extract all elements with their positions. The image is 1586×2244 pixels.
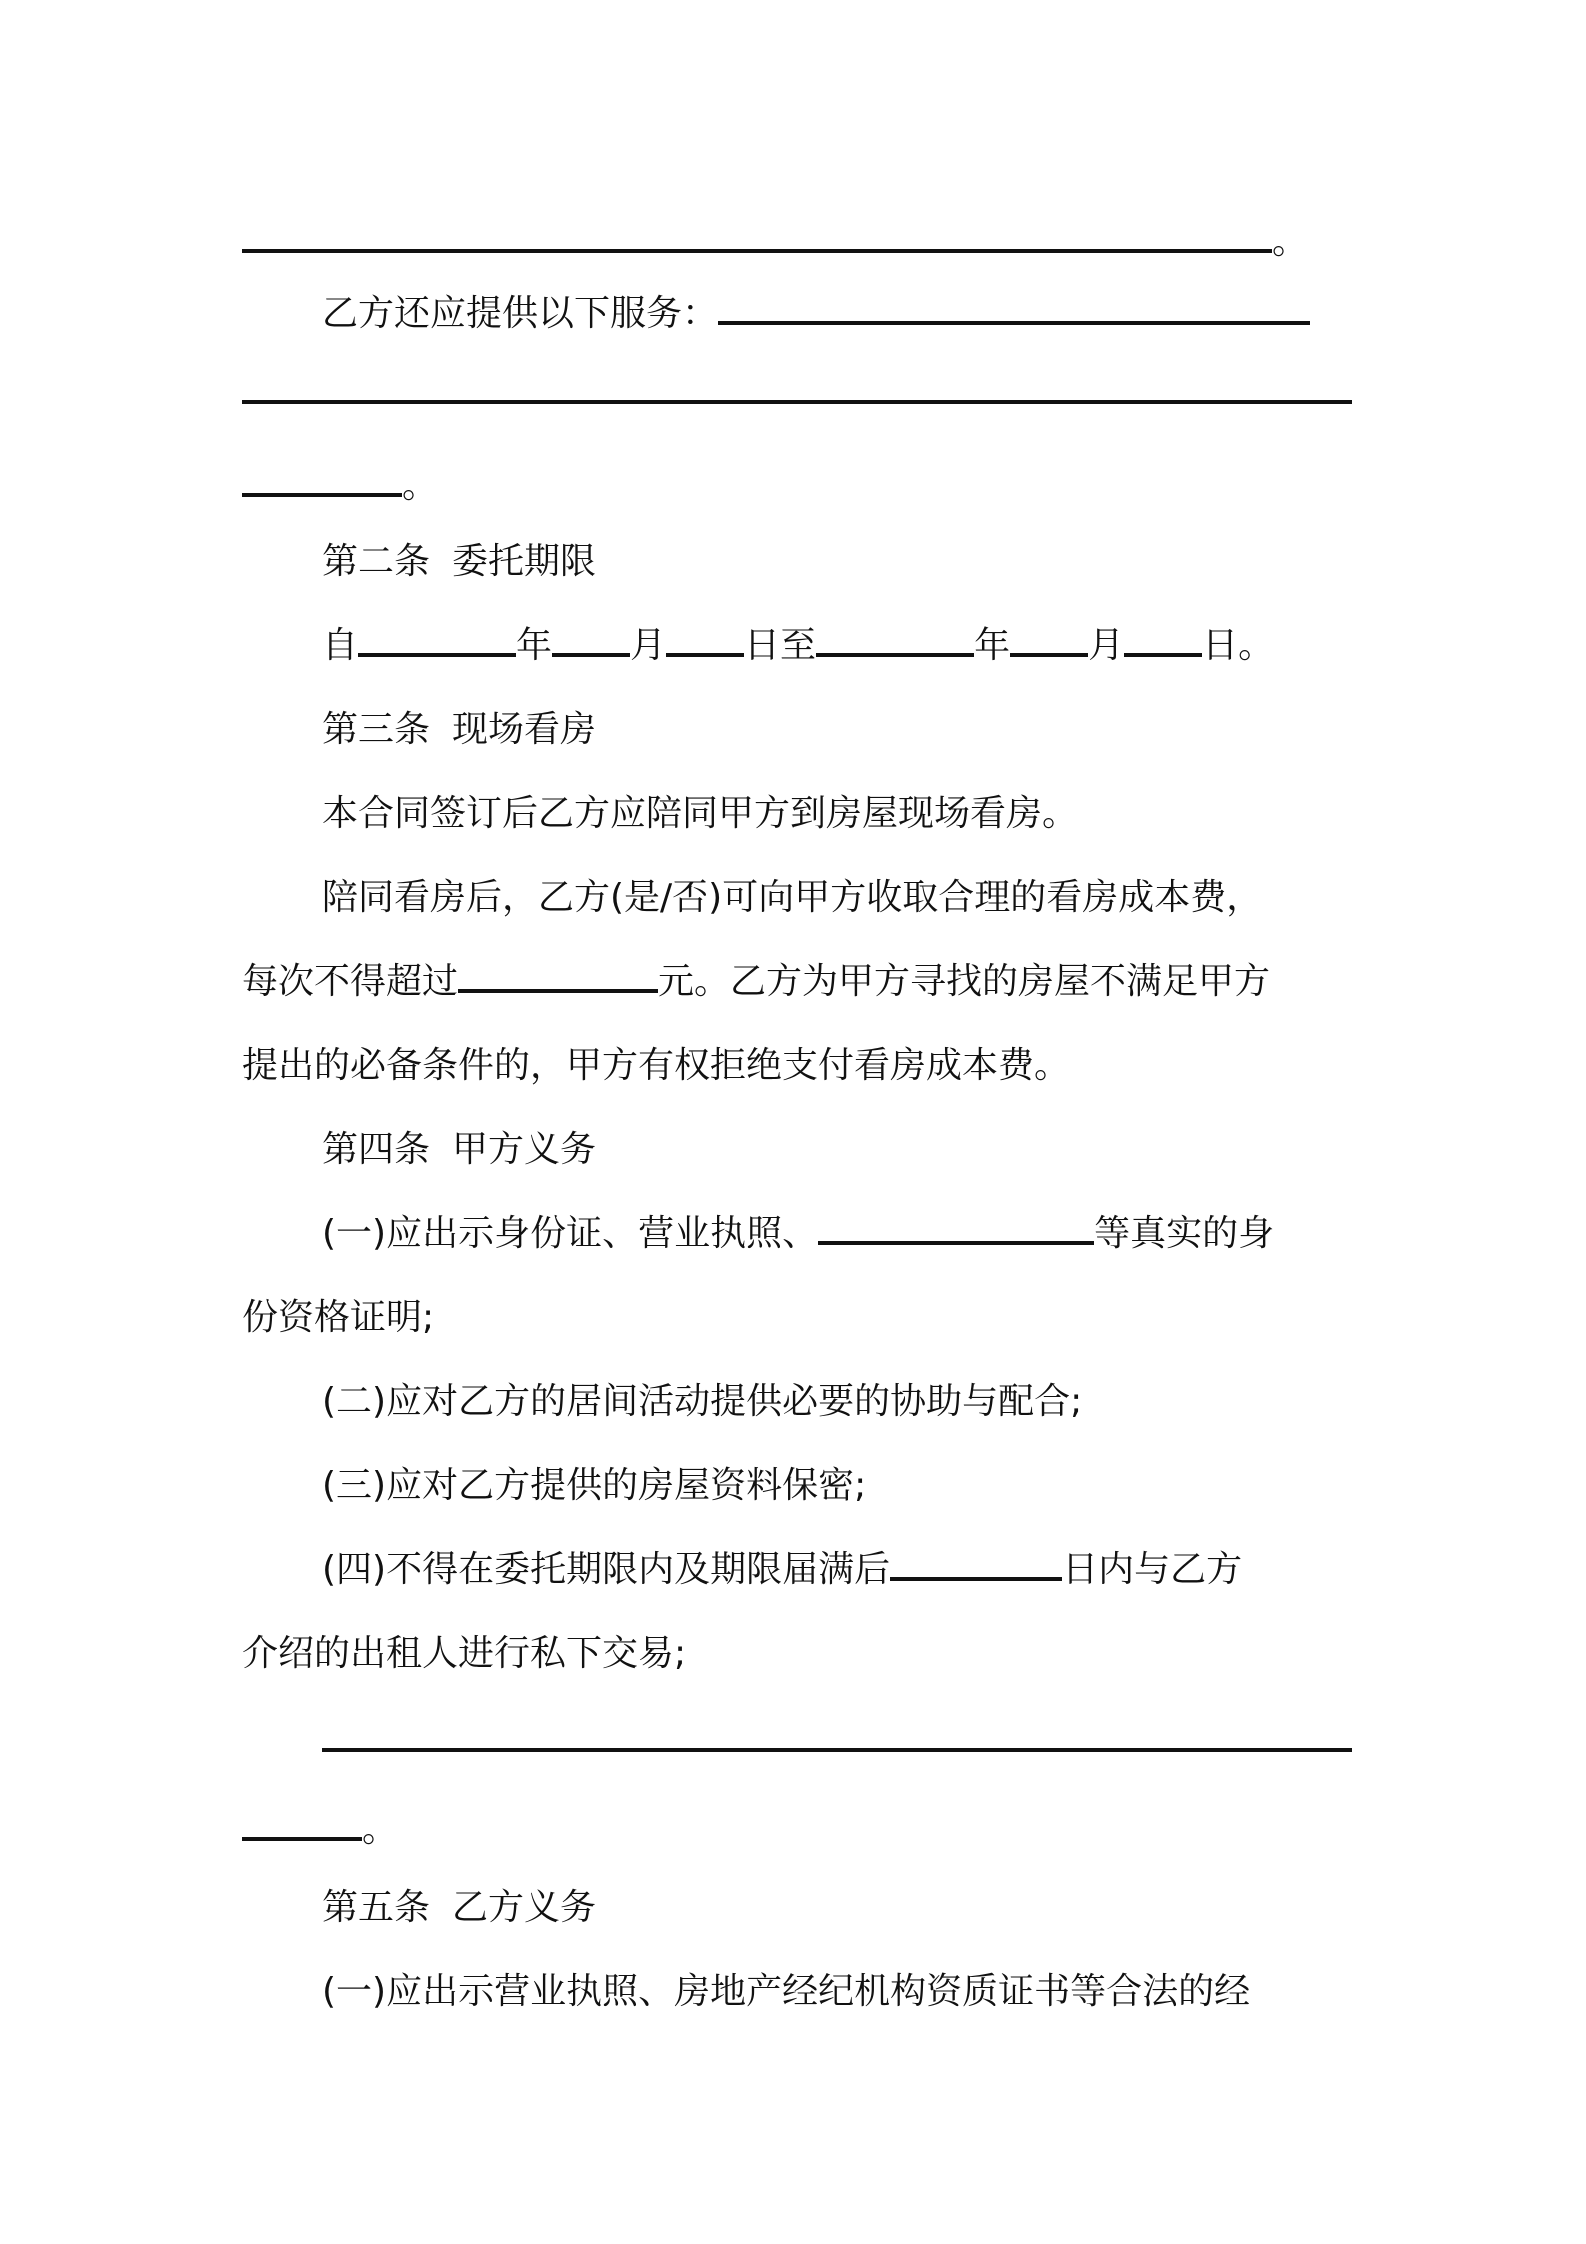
fill-blank[interactable] <box>242 461 402 497</box>
fill-blank[interactable] <box>242 352 1352 404</box>
services-blank[interactable] <box>718 289 1310 325</box>
article-3-paragraph-2b: 每次不得超过 元。乙方为甲方寻找的房屋不满足甲方 <box>242 940 1352 1024</box>
article-3-paragraph-1: 本合同签订后乙方应陪同甲方到房屋现场看房。 <box>322 793 1079 834</box>
article-4-item-4a: (四)不得在委托期限内及期限届满后 日内与乙方 <box>242 1528 1352 1612</box>
article-4-item-3: (三)应对乙方提供的房屋资料保密; <box>322 1465 867 1506</box>
article-2-heading: 第二条 委托期限 <box>322 541 597 582</box>
start-month-blank[interactable] <box>552 621 630 657</box>
days-blank[interactable] <box>890 1545 1062 1581</box>
end-year-blank[interactable] <box>816 621 974 657</box>
end-day-blank[interactable] <box>1124 621 1202 657</box>
article-4-item-5a <box>242 1700 1352 1784</box>
article-4-item-1a: (一)应出示身份证、营业执照、 等真实的身 <box>242 1192 1352 1276</box>
article-4-item-5b: 。 <box>242 1788 1352 1872</box>
article-4-item-1b: 份资格证明; <box>242 1297 435 1338</box>
blank-line-short: 。 <box>242 444 1352 528</box>
period-line: 自 年 月 日至 年 月 日。 <box>242 604 1352 688</box>
blank-line-1: 。 <box>242 200 1352 284</box>
start-day-blank[interactable] <box>666 621 744 657</box>
services-paragraph: 乙方还应提供以下服务： <box>242 272 1352 356</box>
article-4-item-2: (二)应对乙方的居间活动提供必要的协助与配合; <box>322 1381 1083 1422</box>
article-5-heading: 第五条 乙方义务 <box>322 1887 597 1928</box>
fee-blank[interactable] <box>458 957 658 993</box>
article-4-item-4b: 介绍的出租人进行私下交易; <box>242 1633 687 1674</box>
fill-blank[interactable] <box>242 217 1272 253</box>
start-year-blank[interactable] <box>358 621 516 657</box>
id-docs-blank[interactable] <box>818 1209 1094 1245</box>
fill-blank[interactable] <box>242 1805 362 1841</box>
article-4-heading: 第四条 甲方义务 <box>322 1129 597 1170</box>
fill-blank[interactable] <box>322 1700 1352 1752</box>
article-3-heading: 第三条 现场看房 <box>322 709 597 750</box>
article-5-item-1: (一)应出示营业执照、房地产经纪机构资质证书等合法的经 <box>322 1971 1251 2012</box>
blank-line-full <box>242 352 1352 436</box>
end-month-blank[interactable] <box>1010 621 1088 657</box>
article-3-paragraph-2c: 提出的必备条件的，甲方有权拒绝支付看房成本费。 <box>242 1045 1071 1086</box>
article-3-paragraph-2a: 陪同看房后，乙方(是/否)可向甲方收取合理的看房成本费， <box>322 877 1263 918</box>
